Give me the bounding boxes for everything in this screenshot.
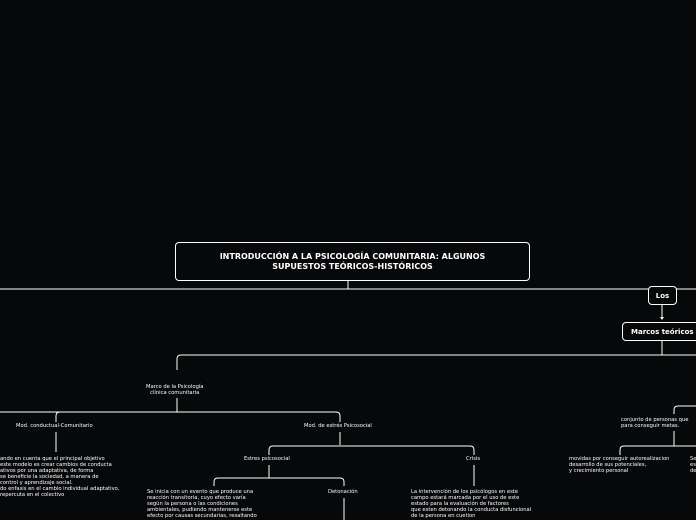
crisis-description[interactable]: La intervención de los psicólogos en este campo estará marcada por el uso de este estado para la evaluación de factores que esten detonando la conducta disfuncional de la persona en cuetion — [411, 489, 532, 519]
topic-mod-conductual[interactable]: Mod. conductual-Comunitario — [16, 423, 93, 429]
connector-estres-bracket — [269, 446, 474, 455]
root-title: INTRODUCCIÓN A LA PSICOLOGÍA COMUNITARIA: ALGUNOS SUPUESTOS TEÓRICOS-HISTÓRICOS — [219, 251, 486, 271]
connector-estrespsico-bracket — [214, 478, 344, 486]
cut-off-description[interactable]: Se es de — [690, 456, 696, 474]
connector-clinica-bracket — [0, 412, 340, 422]
root-topic[interactable] — [175, 242, 530, 281]
topic-detonacion[interactable]: Detonación — [328, 489, 358, 495]
connector-conductual-hook — [56, 412, 60, 422]
topic-marco-clinica[interactable]: Marco de la Psicología clínica comunitaria — [146, 384, 204, 396]
conjunto-description[interactable]: conjunto de personas que para conseguir metas. — [621, 417, 689, 429]
topic-mod-estres[interactable]: Mod. de estrés Psicosocial — [304, 423, 372, 429]
topic-los[interactable] — [648, 286, 677, 305]
mod-conductual-description[interactable]: ando en cuenta que el principal objetivo este modelo es crear cambios de conducta ativos por una adaptativa, de forma se beneficie la sociedad, a manera de control y aprendizaje social. do enfasis en el cambio individual adaptativo, repercuta en el colectivo — [0, 456, 120, 498]
connector-marcos-bracket — [177, 355, 696, 370]
connector-conjunto-bracket — [620, 446, 696, 455]
estres-description[interactable]: Se inicia con un evento que produce una reacción transitoria, cuyo efecto varía según la persona o las condiciones ambientales, pudiendo mantenerse este efecto por causas secundarias, resaltando — [147, 489, 257, 519]
marcos-label: Marcos teóricos — [631, 327, 694, 336]
topic-crisis[interactable]: Crisis — [466, 456, 481, 462]
los-label: Los — [655, 291, 670, 300]
movidas-description[interactable]: movidas por conseguir autorealizacion desarrollo de sus potenciales, y crecimiento personal — [569, 456, 670, 474]
arrow-to-marcos-icon — [660, 317, 664, 320]
topic-marcos-teoricos[interactable] — [622, 322, 696, 341]
topic-estres-psicosocial[interactable]: Estres psicosocial — [244, 456, 290, 462]
connector-right-bracket — [674, 406, 696, 414]
